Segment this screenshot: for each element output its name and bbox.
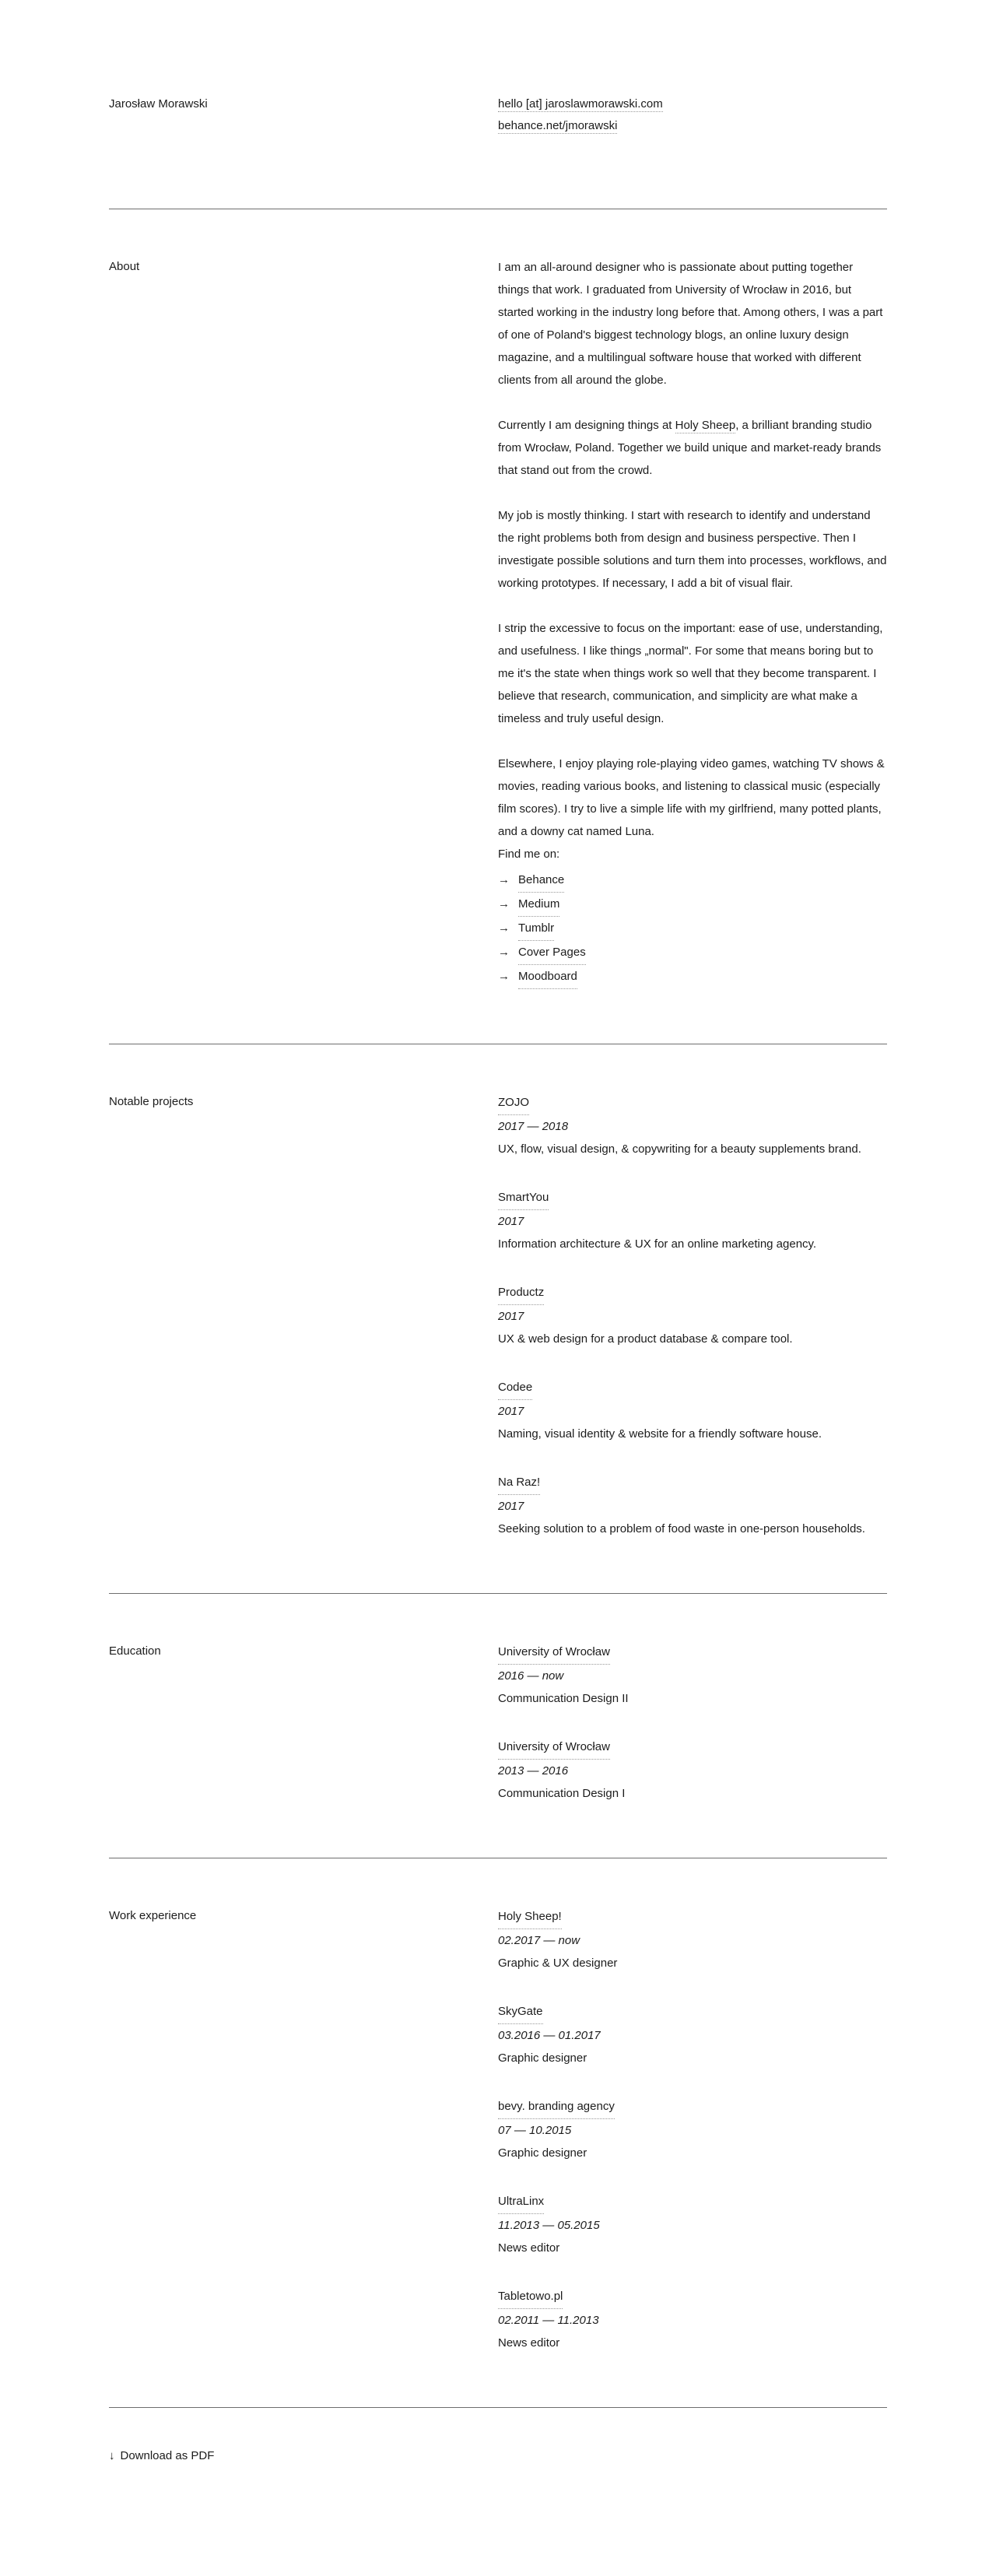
page-title: Jarosław Morawski bbox=[109, 97, 208, 111]
header bbox=[109, 0, 887, 137]
contact-list bbox=[498, 93, 887, 137]
header-name-column bbox=[109, 93, 498, 115]
list-item bbox=[498, 941, 887, 965]
work-date: 07 — 10.2015 bbox=[498, 2124, 572, 2137]
project-description: Seeking solution to a problem of food waste in one-person households. bbox=[498, 1522, 865, 1535]
education-date: 2013 — 2016 bbox=[498, 1764, 569, 1778]
social-link-behance[interactable]: Behance bbox=[518, 869, 564, 893]
work-section-label: Work experience bbox=[109, 1909, 197, 1922]
about-section bbox=[109, 209, 887, 989]
arrow-right-icon: → bbox=[498, 946, 510, 959]
work-role: News editor bbox=[498, 2241, 560, 2255]
work-item bbox=[498, 1905, 887, 1974]
education-content bbox=[498, 1641, 887, 1805]
education-section bbox=[109, 1594, 887, 1805]
arrow-right-icon: → bbox=[498, 897, 510, 911]
education-section-label: Education bbox=[109, 1644, 161, 1658]
work-date: 03.2016 — 01.2017 bbox=[498, 2029, 601, 2042]
project-date: 2017 bbox=[498, 1500, 524, 1513]
list-item bbox=[498, 965, 887, 989]
work-role: Graphic & UX designer bbox=[498, 1957, 618, 1970]
project-description: UX & web design for a product database & compare tool. bbox=[498, 1332, 793, 1346]
education-wrapper bbox=[109, 1594, 887, 1805]
list-item bbox=[498, 869, 887, 893]
project-item bbox=[498, 1186, 887, 1255]
about-wrapper bbox=[109, 209, 887, 989]
education-description: Communication Design I bbox=[498, 1787, 626, 1800]
project-date: 2017 bbox=[498, 1215, 524, 1228]
education-item bbox=[498, 1641, 887, 1710]
social-link-tumblr[interactable]: Tumblr bbox=[518, 917, 554, 941]
work-item bbox=[498, 2095, 887, 2164]
work-title-link[interactable]: SkyGate bbox=[498, 2000, 543, 2024]
arrow-down-icon: ↓ bbox=[109, 2449, 115, 2462]
work-item bbox=[498, 2190, 887, 2259]
work-wrapper bbox=[109, 1858, 887, 2354]
projects-section-label: Notable projects bbox=[109, 1095, 194, 1108]
education-description: Communication Design II bbox=[498, 1692, 629, 1705]
project-description: Naming, visual identity & website for a friendly software house. bbox=[498, 1427, 822, 1441]
work-title-link[interactable]: Holy Sheep! bbox=[498, 1905, 562, 1929]
projects-content bbox=[498, 1091, 887, 1540]
list-item bbox=[498, 917, 887, 941]
contact-item bbox=[498, 115, 887, 137]
work-item bbox=[498, 2000, 887, 2069]
work-item bbox=[498, 2285, 887, 2354]
about-content bbox=[498, 256, 887, 989]
about-paragraph-5: Elsewhere, I enjoy playing role-playing video games, watching TV shows & movies, reading various books, and listening to classical music (especially film scores). I try to live a simple life with my girlfriend, many potted plants, and a downy cat named Luna. bbox=[498, 757, 885, 838]
about-paragraph-2-tail: , a brilliant branding studio from Wrocław, Poland. Together we build unique and market-ready brands that stand out from the crowd. bbox=[498, 419, 882, 477]
work-date: 02.2017 — now bbox=[498, 1934, 580, 1947]
work-title-link[interactable]: bevy. branding agency bbox=[498, 2095, 615, 2119]
work-content bbox=[498, 1905, 887, 2354]
education-title-link[interactable]: University of Wrocław bbox=[498, 1735, 610, 1760]
work-role: Graphic designer bbox=[498, 2146, 587, 2160]
project-description: UX, flow, visual design, & copywriting for a beauty supplements brand. bbox=[498, 1142, 861, 1156]
about-paragraph-3: My job is mostly thinking. I start with research to identify and understand the right problems both from design and business perspective. Then I investigate possible solutions and turn them into processes, workflows, and working prototypes. If necessary, I add a bit of visual flair. bbox=[498, 509, 887, 590]
projects-section bbox=[109, 1044, 887, 1540]
social-link-cover-pages[interactable]: Cover Pages bbox=[518, 941, 586, 965]
project-title-link[interactable]: Na Raz! bbox=[498, 1471, 540, 1495]
work-section bbox=[109, 1858, 887, 2354]
work-role: Graphic designer bbox=[498, 2051, 587, 2065]
project-title-link[interactable]: SmartYou bbox=[498, 1186, 549, 1210]
header-contact-column bbox=[498, 93, 887, 137]
list-item bbox=[498, 893, 887, 917]
arrow-right-icon: → bbox=[498, 921, 510, 935]
about-paragraph-2 bbox=[498, 414, 887, 482]
social-link-moodboard[interactable]: Moodboard bbox=[518, 965, 577, 989]
education-title-link[interactable]: University of Wrocław bbox=[498, 1641, 610, 1665]
social-link-medium[interactable]: Medium bbox=[518, 893, 559, 917]
download-pdf-label: Download as PDF bbox=[120, 2449, 215, 2462]
about-paragraph-2-head: Currently I am designing things at bbox=[498, 419, 675, 432]
holy-sheep-link[interactable]: Holy Sheep bbox=[675, 419, 736, 432]
project-date: 2017 bbox=[498, 1310, 524, 1323]
behance-link[interactable]: behance.net/jmorawski bbox=[498, 119, 618, 132]
work-title-link[interactable]: Tabletowo.pl bbox=[498, 2285, 563, 2309]
project-description: Information architecture & UX for an online marketing agency. bbox=[498, 1237, 817, 1251]
download-pdf-button[interactable] bbox=[109, 2445, 214, 2467]
about-paragraph-1: I am an all-around designer who is passionate about putting together things that work. I graduated from University of Wrocław in 2016, but started working in the industry long before that. Among others, I was a part of one of Poland's biggest technology blogs, an online luxury design magazine, and a multilingual software house that worked with different clients from all around the globe. bbox=[498, 261, 883, 387]
project-item bbox=[498, 1376, 887, 1445]
work-date: 02.2011 — 11.2013 bbox=[498, 2314, 599, 2327]
contact-item bbox=[498, 93, 887, 115]
projects-wrapper bbox=[109, 1044, 887, 1540]
work-date: 11.2013 — 05.2015 bbox=[498, 2219, 600, 2232]
find-me-on-label: Find me on: bbox=[498, 848, 560, 861]
project-item bbox=[498, 1091, 887, 1160]
about-paragraph-4: I strip the excessive to focus on the important: ease of use, understanding, and usefulness. I like things „normal". For some that means boring but to me it's the state when things work so well that they become transparent. I believe that research, communication, and simplicity are what make a timeless and truly useful design. bbox=[498, 622, 883, 725]
project-title-link[interactable]: ZOJO bbox=[498, 1091, 529, 1115]
project-item bbox=[498, 1281, 887, 1350]
footer-wrapper bbox=[109, 2408, 887, 2529]
project-date: 2017 bbox=[498, 1405, 524, 1418]
project-title-link[interactable]: Productz bbox=[498, 1281, 544, 1305]
about-section-label: About bbox=[109, 260, 140, 273]
social-links-list bbox=[498, 869, 887, 989]
project-item bbox=[498, 1471, 887, 1540]
email-link[interactable]: hello [at] jaroslawmorawski.com bbox=[498, 97, 663, 111]
work-title-link[interactable]: UltraLinx bbox=[498, 2190, 544, 2214]
page-inner bbox=[109, 0, 887, 137]
education-date: 2016 — now bbox=[498, 1669, 564, 1683]
arrow-right-icon: → bbox=[498, 970, 510, 983]
footer bbox=[109, 2408, 887, 2529]
arrow-right-icon: → bbox=[498, 873, 510, 886]
work-role: News editor bbox=[498, 2336, 560, 2350]
project-date: 2017 — 2018 bbox=[498, 1120, 569, 1133]
education-item bbox=[498, 1735, 887, 1805]
project-title-link[interactable]: Codee bbox=[498, 1376, 532, 1400]
